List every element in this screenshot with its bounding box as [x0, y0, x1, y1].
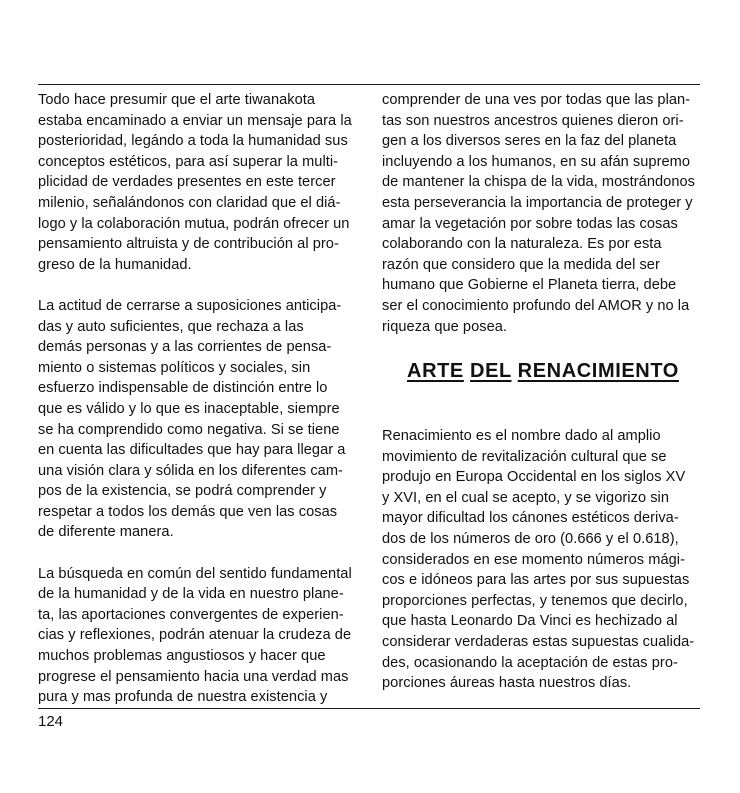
text-line: milenio, señalándonos con claridad que el diá-: [38, 194, 341, 211]
paragraph: [38, 296, 360, 543]
page-number: 124: [38, 713, 64, 730]
text-line: demás personas y a las corrientes de pensa-: [38, 339, 332, 356]
text-line: ta, las aportaciones convergentes de experien-: [38, 606, 344, 623]
text-line: esta perseverancia la importancia de proteger y: [382, 194, 693, 211]
paragraph: [38, 564, 360, 708]
section-heading: [382, 360, 704, 383]
renacimiento-paragraph: [382, 426, 704, 694]
text-line: y XVI, en el cual se acepto, y se vigorizo sin: [382, 489, 670, 506]
text-line: de la humanidad y de la vida en nuestro plane-: [38, 586, 344, 603]
text-line: porciones áureas hasta nuestros días.: [382, 675, 632, 692]
text-line: dos de los números de oro (0.666 y el 0.618),: [382, 530, 679, 547]
text-line: miento o sistemas políticos y sociales, sin: [38, 359, 311, 376]
text-line: conceptos estéticos, para así superar la multi-: [38, 153, 339, 170]
paragraph: [38, 90, 360, 275]
text-line: movimiento de revitalización cultural que se: [382, 448, 667, 465]
text-line: que es válido y lo que es inaceptable, siempre: [38, 400, 340, 417]
text-line: La búsqueda en común del sentido fundamental: [38, 565, 352, 582]
text-line: se ha comprendido como negativa. Si se tiene: [38, 421, 340, 438]
heading-word: DEL: [470, 360, 512, 382]
text-line: riqueza que posea.: [382, 318, 508, 335]
text-line: La actitud de cerrarse a suposiciones anticipa-: [38, 297, 342, 314]
text-line: das y auto suficientes, que rechaza a las: [38, 318, 304, 335]
text-line: ser el conocimiento profundo del AMOR y no la: [382, 297, 690, 314]
text-line: considerar verdaderas estas supuestas cualida-: [382, 633, 695, 650]
text-line: de mantener la chispa de la vida, mostrándonos: [382, 174, 696, 191]
text-line: plicidad de verdades presentes en este tercer: [38, 174, 336, 191]
text-line: considerados en ese momento números mági-: [382, 551, 685, 568]
text-line: que hasta Leonardo Da Vinci es hechizado al: [382, 613, 678, 630]
text-line: pensamiento altruista y de contribución al pro-: [38, 236, 339, 253]
text-line: greso de la humanidad.: [38, 256, 192, 273]
text-line: mayor dificultad los cánones estéticos deriva-: [382, 510, 679, 527]
text-line: respetar a todos los demás que ven las cosas: [38, 503, 338, 520]
text-line: progrese el pensamiento hacia una verdad mas: [38, 668, 349, 685]
text-line: de diferente manera.: [38, 524, 174, 541]
text-line: pos de la existencia, se podrá comprender y: [38, 483, 327, 500]
text-line: muchos problemas angustiosos y hacer que: [38, 648, 326, 665]
text-line: cias y reflexiones, podrán atenuar la crudeza de: [38, 627, 352, 644]
top-rule: [38, 84, 700, 85]
text-line: razón que considero que la medida del ser: [382, 256, 660, 273]
text-line: una visión clara y sólida en los diferentes cam-: [38, 462, 343, 479]
text-line: posterioridad, legándo a toda la humanidad sus: [38, 133, 348, 150]
bottom-rule: [38, 708, 700, 709]
heading-word: RENACIMIENTO: [517, 360, 679, 382]
text-line: colaborando con la naturaleza. Es por esta: [382, 236, 662, 253]
text-line: gen a los diversos seres en la faz del planeta: [382, 133, 677, 150]
text-line: proporciones perfectas, y tenemos que decirlo,: [382, 592, 688, 609]
text-line: tas son nuestros ancestros quienes dieron ori-: [382, 112, 684, 129]
text-line: produjo en Europa Occidental en los siglos XV: [382, 469, 686, 486]
text-line: Renacimiento es el nombre dado al amplio: [382, 428, 661, 444]
paragraph: [382, 90, 704, 337]
left-column: [38, 90, 360, 708]
right-column: [382, 90, 704, 337]
text-line: esfuerzo indispensable de distinción entre lo: [38, 380, 328, 397]
text-line: humano que Gobierne el Planeta tierra, debe: [382, 277, 677, 294]
text-line: logo y la colaboración mutua, podrán ofrecer un: [38, 215, 350, 232]
text-line: incluyendo a los humanos, en su afán supremo: [382, 153, 691, 170]
text-line: comprender de una ves por todas que las plan-: [382, 92, 691, 108]
text-line: Todo hace presumir que el arte tiwanakota: [38, 92, 316, 108]
text-line: pura y mas profunda de nuestra existencia y: [38, 689, 328, 706]
heading-word: ARTE: [407, 360, 464, 382]
text-line: amar la vegetación por sobre todas las cosas: [382, 215, 678, 232]
text-line: en cuenta las dificultades que hay para llegar a: [38, 442, 346, 459]
text-line: estaba encaminado a enviar un mensaje para la: [38, 112, 352, 129]
text-line: des, ocasionando la aceptación de estas pro-: [382, 654, 678, 671]
text-line: cos e idóneos para las artes por sus supuestas: [382, 572, 690, 589]
